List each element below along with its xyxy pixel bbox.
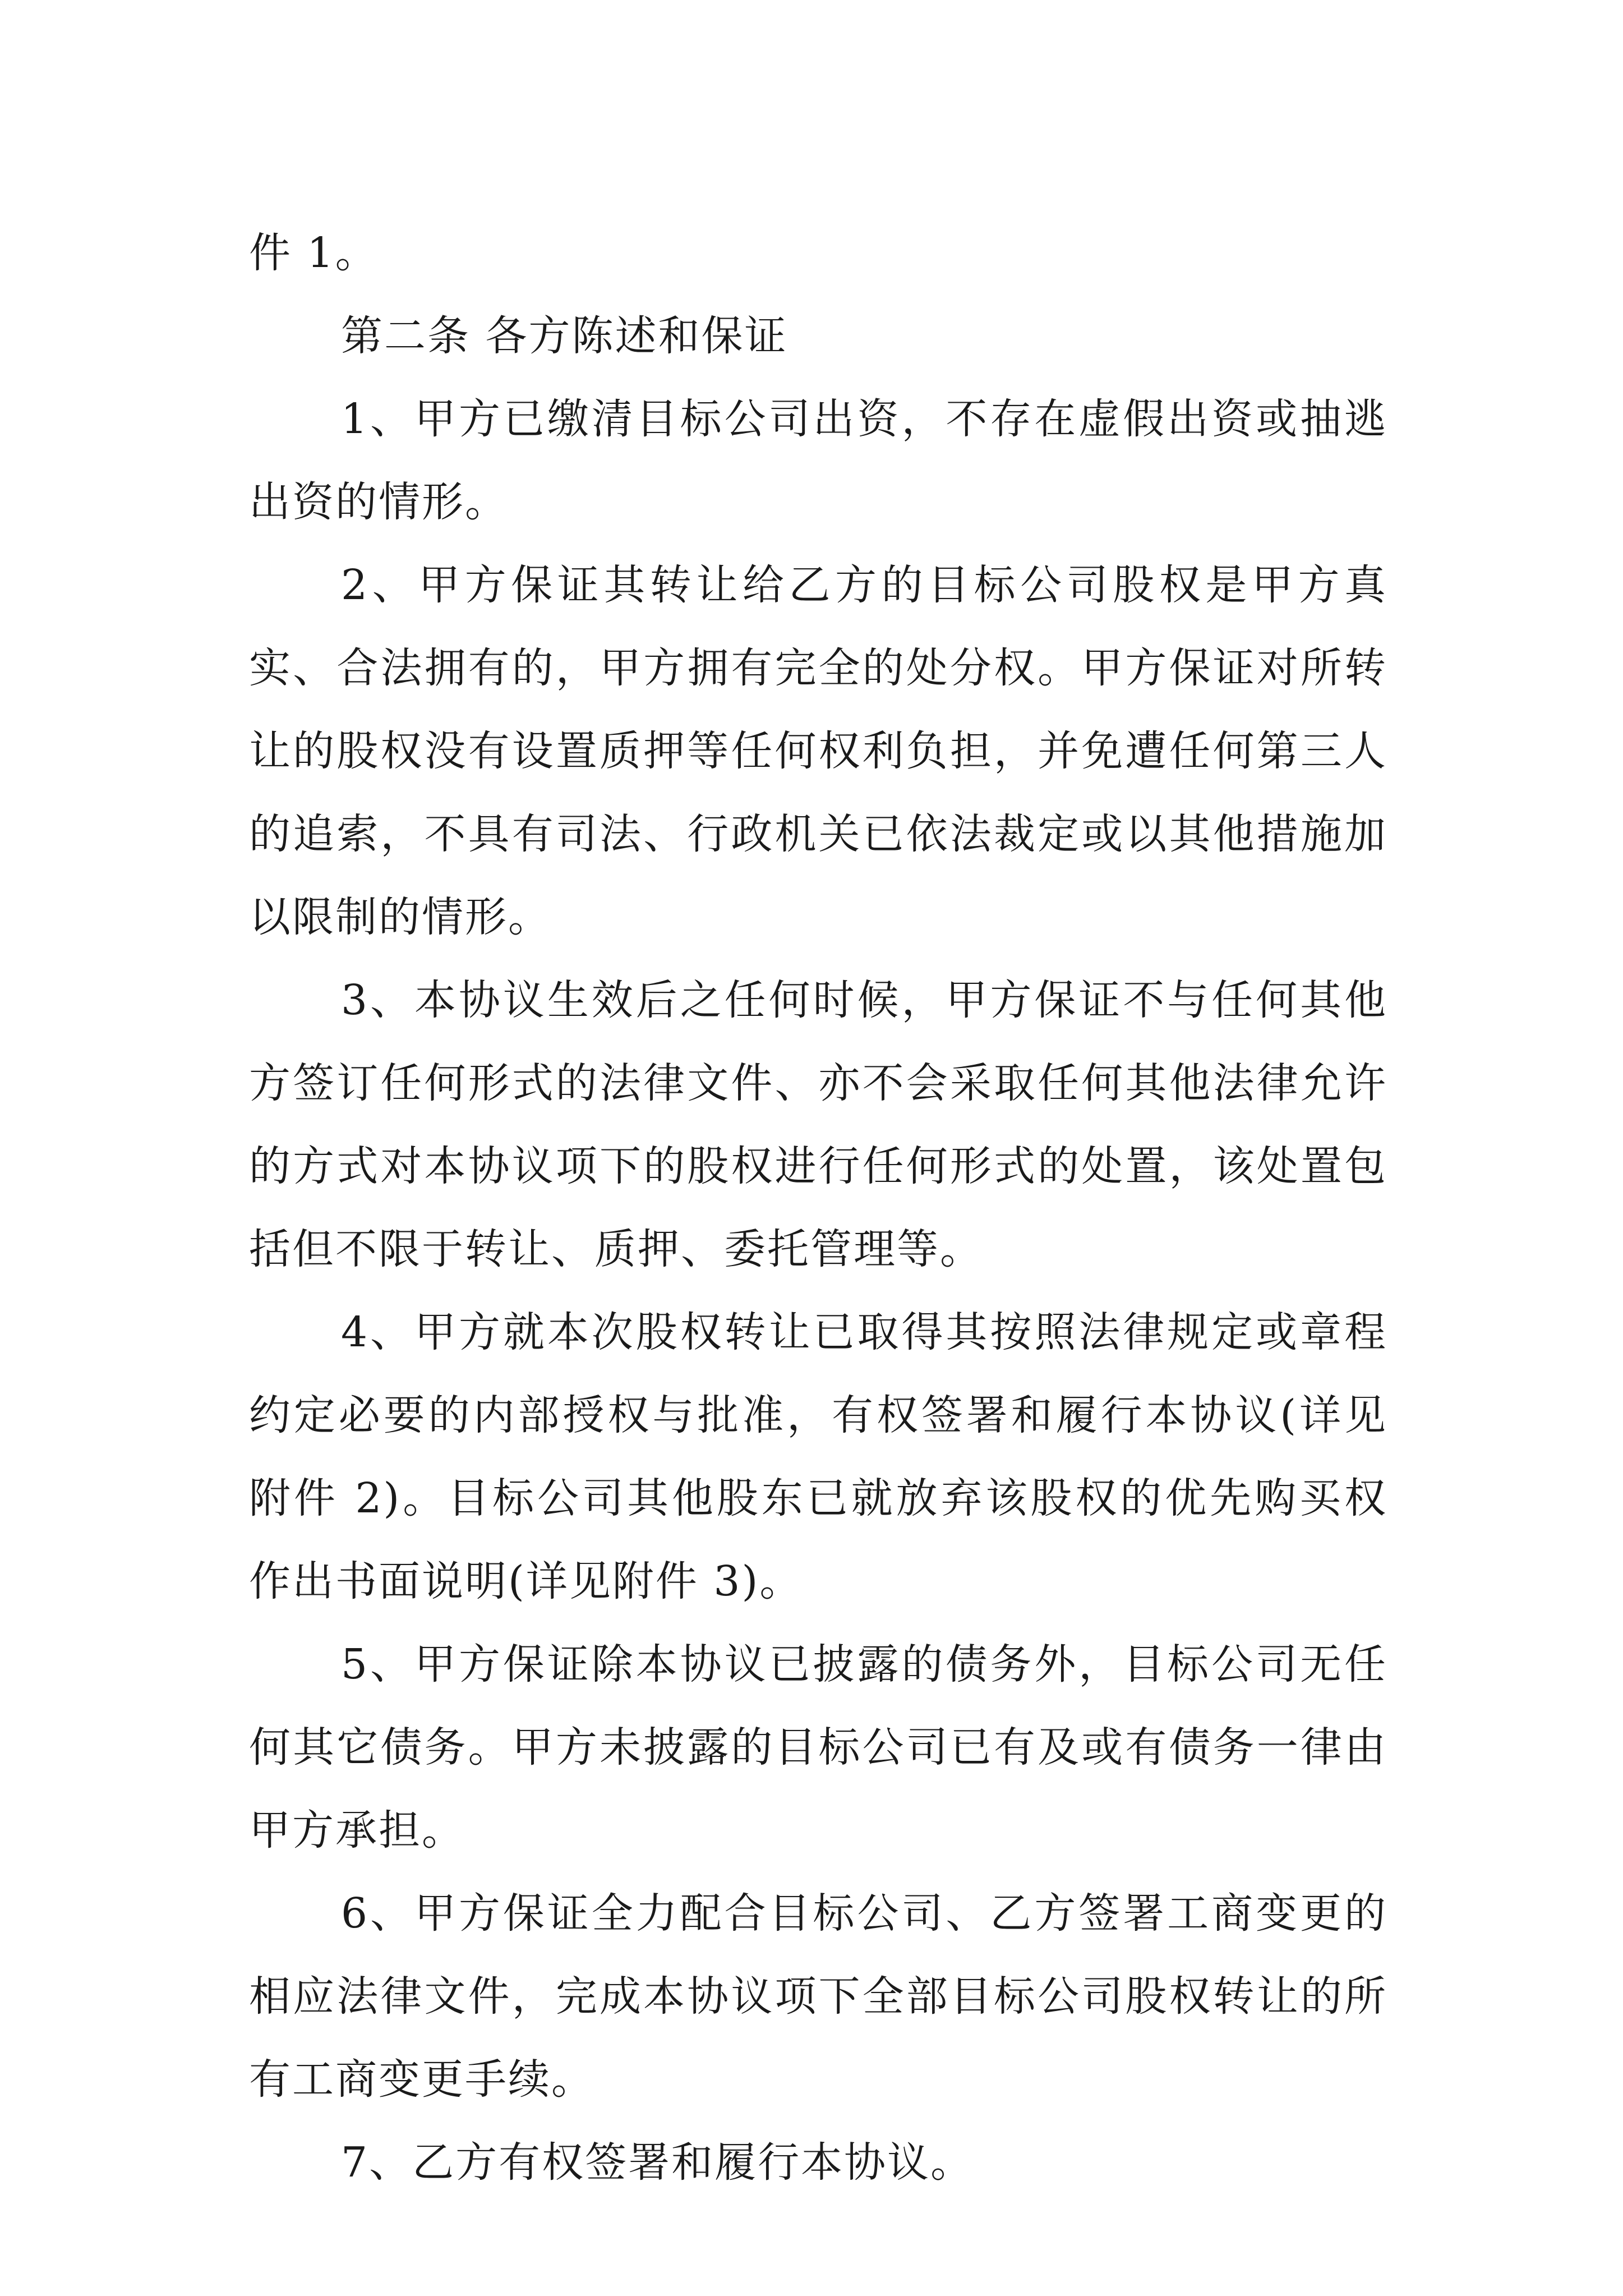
clause-4: 4、甲方就本次股权转让已取得其按照法律规定或章程约定必要的内部授权与批准，有权签署和履行本协议(详见附件 2)。目标公司其他股东已就放弃该股权的优先购买权作出书面说明(详见附件 3)。 bbox=[249, 1308, 1387, 1605]
document-body bbox=[249, 211, 1387, 2204]
clause-2: 2、甲方保证其转让给乙方的目标公司股权是甲方真实、合法拥有的，甲方拥有完全的处分权。甲方保证对所转让的股权没有设置质押等任何权利负担，并免遭任何第三人的追索，不具有司法、行政机关已依法裁定或以其他措施加以限制的情形。 bbox=[249, 561, 1387, 941]
clause-5: 5、甲方保证除本协议已披露的债务外，目标公司无任何其它债务。甲方未披露的目标公司已有及或有债务一律由甲方承担。 bbox=[249, 1640, 1387, 1855]
clause-7: 7、乙方有权签署和履行本协议。 bbox=[341, 2138, 974, 2187]
clause-6: 6、甲方保证全力配合目标公司、乙方签署工商变更的相应法律文件，完成本协议项下全部目标公司股权转让的所有工商变更手续。 bbox=[249, 1889, 1387, 2104]
article-heading: 第二条 各方陈述和保证 bbox=[341, 312, 788, 360]
clause-3: 3、本协议生效后之任何时候，甲方保证不与任何其他方签订任何形式的法律文件、亦不会采取任何其他法律允许的方式对本协议项下的股权进行任何形式的处置，该处置包括但不限于转让、质押、委托管理等。 bbox=[249, 976, 1387, 1273]
paragraph-continuation: 件 1。 bbox=[249, 229, 379, 277]
clause-1: 1、甲方已缴清目标公司出资，不存在虚假出资或抽逃出资的情形。 bbox=[249, 395, 1387, 526]
